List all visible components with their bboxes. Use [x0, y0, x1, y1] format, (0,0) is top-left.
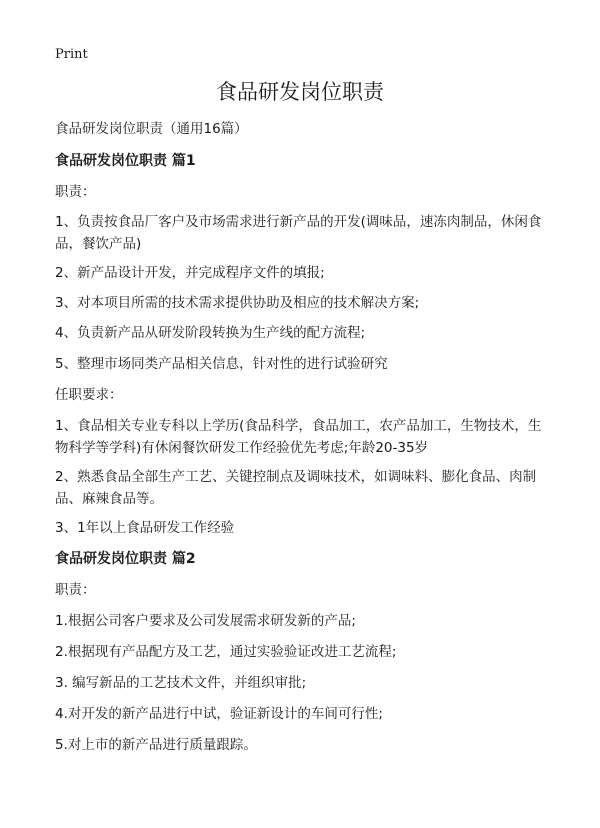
section-1-requirements-label: 任职要求： [55, 387, 123, 403]
document-title: 食品研发岗位职责 [216, 80, 384, 104]
section-1-requirement-2: 2、熟悉食品全部生产工艺、关键控制点及调味技术，如调味料、膨化食品、肉制品、麻辣食品等。 [55, 469, 537, 507]
section-1-requirement-1: 1、食品相关专业专科以上学历(食品科学，食品加工，农产品加工，生物技术，生物科学等学科)有休闲餐饮研发工作经验优先考虑;年龄20-35岁 [55, 418, 542, 456]
section-1-requirement-3: 3、1年以上食品研发工作经验 [55, 520, 235, 536]
document-subtitle: 食品研发岗位职责（通用16篇） [55, 121, 248, 137]
section-1-duty-4: 4、负责新产品从研发阶段转换为生产线的配方流程; [55, 325, 366, 341]
section-1-duty-1: 1、负责按食品厂客户及市场需求进行新产品的开发(调味品，速冻肉制品，休闲食品，餐饮产品) [55, 214, 542, 252]
section-2-duty-2: 2.根据现有产品配方及工艺，通过实验验证改进工艺流程; [55, 644, 397, 660]
section-1-duty-3: 3、对本项目所需的技术需求提供协助及相应的技术解决方案; [55, 295, 420, 311]
section-1-duty-2: 2、新产品设计开发，并完成程序文件的填报; [55, 265, 325, 281]
section-2-heading: 食品研发岗位职责 篇2 [55, 551, 196, 567]
section-2-duty-5: 5.对上市的新产品进行质量跟踪。 [55, 737, 257, 753]
section-1-duty-5: 5、整理市场同类产品相关信息，针对性的进行试验研究 [55, 356, 388, 372]
section-2-duty-label: 职责： [55, 582, 96, 598]
print-label[interactable]: Print [55, 47, 88, 62]
section-2-duty-3: 3. 编写新品的工艺技术文件，并组织审批; [55, 675, 307, 691]
section-2-duty-1: 1.根据公司客户要求及公司发展需求研发新的产品; [55, 613, 356, 629]
section-1-heading: 食品研发岗位职责 篇1 [55, 153, 196, 169]
section-1-duty-label: 职责： [55, 184, 96, 200]
section-2-duty-4: 4.对开发的新产品进行中试，验证新设计的车间可行性; [55, 706, 383, 722]
